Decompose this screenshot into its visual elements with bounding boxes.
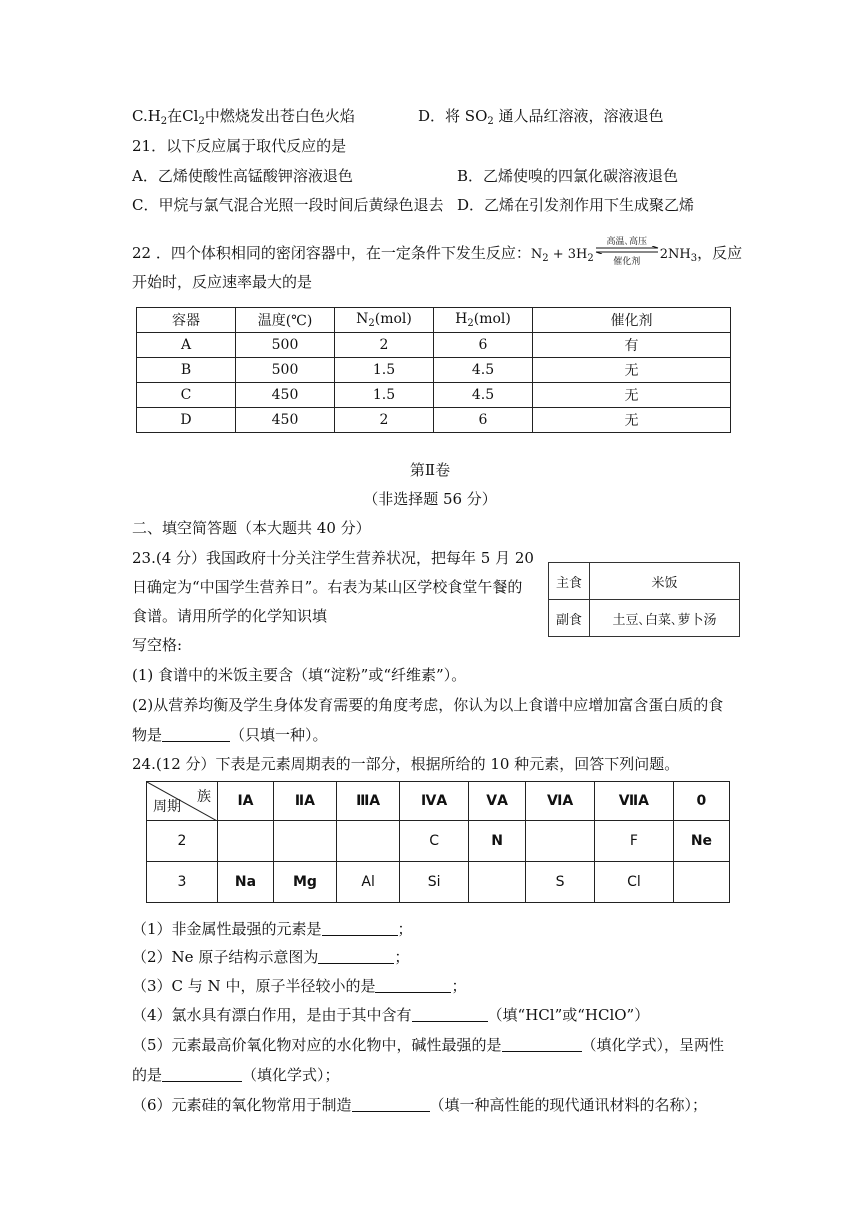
table-row [147, 862, 730, 903]
q23-sub2-line2: 物是 （只填一种）。 [132, 726, 328, 744]
q21-option-c: C．甲烷与氯气混合光照一段时间后黄绿色退去 [132, 196, 444, 214]
table-row [147, 821, 730, 862]
table-corner-cell: 族 周期 [147, 782, 218, 821]
q23-line4: 写空格: [132, 636, 183, 654]
group-header: 0 [673, 782, 729, 821]
element-cell [273, 821, 336, 862]
q21-option-d: D．乙烯在引发剂作用下生成聚乙烯 [457, 196, 695, 214]
group-header: ⅤA [468, 782, 525, 821]
answer-blank[interactable] [322, 921, 398, 936]
section-subtitle: （非选择题 56 分） [363, 490, 497, 508]
q22-stem: 22 ．四个体积相同的密闭容器中，在一定条件下发生反应：$N_2 + 3H_2$ 高温､高压 催化剂 $2NH_3$，反应 [132, 237, 743, 267]
group-header: ⅦA [594, 782, 673, 821]
answer-blank[interactable] [352, 1097, 430, 1112]
group-header: ⅡA [273, 782, 336, 821]
table-cell: A [137, 333, 236, 358]
table-header: 温度(℃) [236, 308, 335, 333]
periodic-table [146, 781, 730, 903]
q24-sub3: （3）C 与 N 中，原子半径较小的是 ； [132, 977, 467, 995]
table-header: $H_2(mol)$ [434, 308, 533, 333]
table-cell: 有 [533, 333, 731, 358]
answer-blank[interactable] [412, 1007, 488, 1022]
answer-blank[interactable] [318, 949, 394, 964]
q22-table [136, 307, 731, 433]
table-row [549, 563, 740, 600]
table-row [137, 333, 731, 358]
q23-line1: 23.(4 分）我国政府十分关注学生营养状况，把每年 5 月 20 [132, 549, 534, 567]
menu-table [548, 562, 740, 637]
answer-blank[interactable] [162, 1067, 242, 1082]
table-row [549, 600, 740, 637]
element-cell [468, 862, 525, 903]
element-cell [336, 821, 399, 862]
element-cell: N [468, 821, 525, 862]
group-header: ⅠA [218, 782, 274, 821]
table-header: 催化剂 [533, 308, 731, 333]
q22-stem-line2: 开始时，反应速率最大的是 [132, 273, 313, 291]
q24-sub1: （1）非金属性最强的元素是 ； [132, 920, 413, 938]
section-title: 第Ⅱ卷 [409, 461, 451, 479]
table-cell: 无 [533, 383, 731, 408]
q21-option-b: B．乙烯使嗅的四氯化碳溶液退色 [457, 167, 679, 185]
table-row [137, 358, 731, 383]
q24-sub5: （5）元素最高价氧化物对应的水化物中，碱性最强的是 （填化学式），呈两性 [132, 1036, 725, 1054]
period-label: 3 [147, 862, 218, 903]
element-cell: Ne [673, 821, 729, 862]
answer-blank[interactable] [375, 978, 451, 993]
q24-stem: 24.(12 分）下表是元素周期表的一部分，根据所给的 10 种元素，回答下列问题。 [132, 755, 680, 773]
element-cell: Cl [594, 862, 673, 903]
group-header: ⅢA [336, 782, 399, 821]
period-label: 2 [147, 821, 218, 862]
table-header: $N_2(mol)$ [335, 308, 434, 333]
table-cell: 6 [434, 408, 533, 433]
table-cell: 主食 [549, 563, 590, 600]
table-row [137, 383, 731, 408]
table-cell: 土豆､白菜､萝卜汤 [590, 600, 740, 637]
element-cell: Si [400, 862, 469, 903]
q24-sub5-line2: 的是 （填化学式）； [132, 1066, 340, 1084]
element-cell: Al [336, 862, 399, 903]
table-cell: 500 [236, 333, 335, 358]
element-cell: F [594, 821, 673, 862]
table-cell: 4.5 [434, 383, 533, 408]
answer-blank[interactable] [502, 1037, 582, 1052]
q24-sub6: （6）元素硅的氧化物常用于制造 （填一种高性能的现代通讯材料的名称）； [132, 1096, 708, 1114]
table-cell: B [137, 358, 236, 383]
table-row [147, 782, 730, 821]
table-cell: 无 [533, 358, 731, 383]
table-cell: 副食 [549, 600, 590, 637]
q21-stem: 21．以下反应属于取代反应的是 [132, 137, 347, 155]
group-header: ⅣA [400, 782, 469, 821]
table-cell: 450 [236, 383, 335, 408]
q20-option-d: D．将 $SO_2$ 通人品红溶液，溶液退色 [418, 107, 664, 127]
table-row [137, 408, 731, 433]
table-cell: 4.5 [434, 358, 533, 383]
table-cell: 500 [236, 358, 335, 383]
table-cell: 6 [434, 333, 533, 358]
element-cell: Mg [273, 862, 336, 903]
table-cell: 1.5 [335, 383, 434, 408]
element-cell [526, 821, 595, 862]
q23-line3: 食谱。请用所学的化学知识填 [132, 607, 328, 625]
q24-sub4: （4）氯水具有漂白作用，是由于其中含有 （填“HCl”或“HClO”） [132, 1006, 650, 1024]
q23-sub2: (2)从营养均衡及学生身体发育需要的角度考虑，你认为以上食谱中应增加富含蛋白质的食 [132, 696, 724, 714]
table-cell: C [137, 383, 236, 408]
element-cell [218, 821, 274, 862]
element-cell: C [400, 821, 469, 862]
q23-sub1: (1) 食谱中的米饭主要含（填“淀粉”或“纤维素”）。 [132, 666, 467, 684]
q24-sub2: （2）Ne 原子结构示意图为 ； [132, 948, 410, 966]
reaction-equation: $N_2 + 3H_2$ 高温､高压 催化剂 $2NH_3$ [530, 237, 698, 267]
q20-option-c: $C.H_2$在$Cl_2$中燃烧发出苍白色火焰 [132, 107, 355, 127]
q21-option-a: A．乙烯使酸性高锰酸钾溶液退色 [132, 167, 353, 185]
table-cell: 2 [335, 408, 434, 433]
table-cell: 1.5 [335, 358, 434, 383]
element-cell: Na [218, 862, 274, 903]
table-cell: 米饭 [590, 563, 740, 600]
table-cell: 450 [236, 408, 335, 433]
element-cell [673, 862, 729, 903]
table-cell: 无 [533, 408, 731, 433]
table-header: 容器 [137, 308, 236, 333]
element-cell: S [526, 862, 595, 903]
equilibrium-arrow-icon: 高温､高压 催化剂 [594, 242, 660, 262]
table-cell: D [137, 408, 236, 433]
table-cell: 2 [335, 333, 434, 358]
part-heading: 二、填空简答题（本大题共 40 分） [132, 519, 371, 537]
answer-blank[interactable] [162, 727, 230, 742]
q23-line2: 日确定为“中国学生营养日”。右表为某山区学校食堂午餐的 [132, 578, 523, 596]
group-header: ⅥA [526, 782, 595, 821]
